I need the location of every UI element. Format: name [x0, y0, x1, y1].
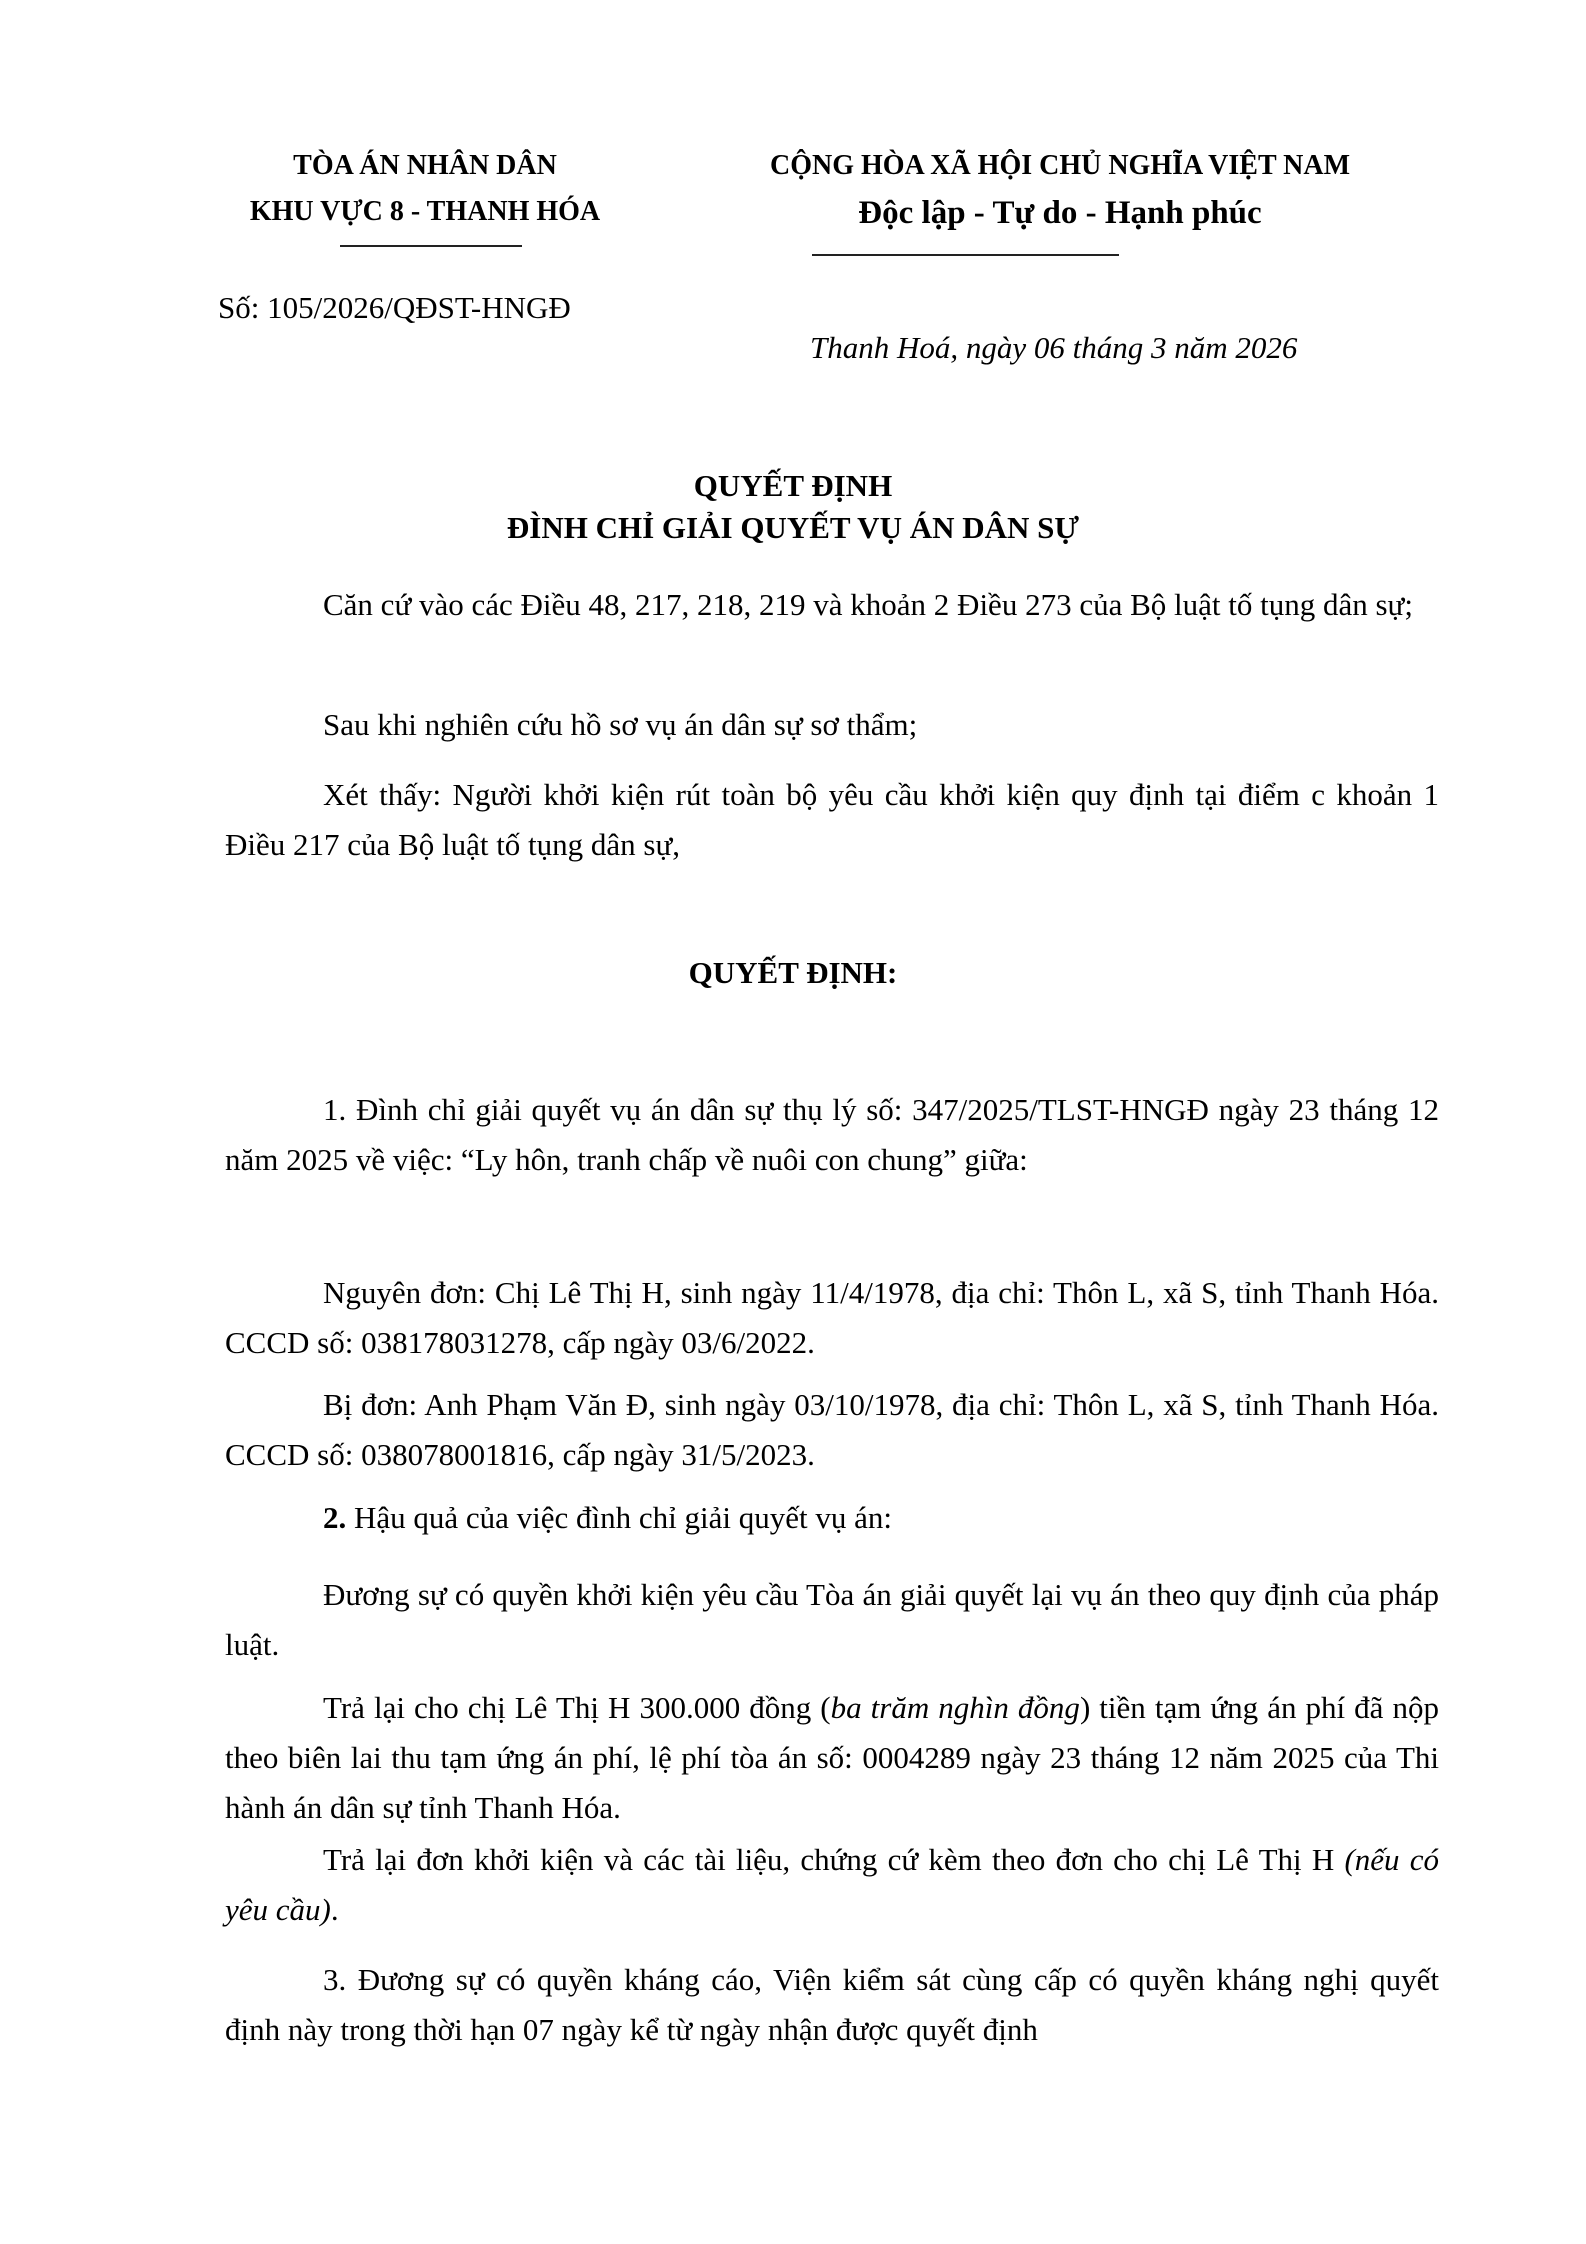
item-2-fee-refund	[225, 1683, 1439, 1833]
item-2-heading: Hậu quả của việc đình chỉ giải quyết vụ án:	[346, 1500, 893, 1535]
fee-refund-text-a: Trả lại cho chị Lê Thị H 300.000 đồng (	[323, 1690, 831, 1725]
decision-item-2	[225, 1493, 1439, 1543]
document-number: Số: 105/2026/QĐST-HNGĐ	[218, 290, 571, 325]
return-documents-condition: (nếu có yêu cầu)	[225, 1842, 1440, 1927]
fee-refund-amount-words: ba trăm nghìn đồng	[830, 1690, 1080, 1725]
item-2-number: 2.	[323, 1500, 347, 1535]
preamble-legal-basis: Căn cứ vào các Điều 48, 217, 218, 219 và khoản 2 Điều 273 của Bộ luật tố tụng dân sự;	[323, 587, 1413, 622]
nation-name: CỘNG HÒA XÃ HỘI CHỦ NGHĨA VIỆT NAM	[769, 150, 1351, 181]
plaintiff-info: Nguyên đơn: Chị Lê Thị H, sinh ngày 11/4/1978, địa chỉ: Thôn L, xã S, tỉnh Thanh Hóa. CCCD số: 038178031278, cấp ngày 03/6/2022.	[225, 1275, 1439, 1360]
court-underline	[340, 245, 522, 247]
decision-item-1: 1. Đình chỉ giải quyết vụ án dân sự thụ lý số: 347/2025/TLST-HNGĐ ngày 23 tháng 12 năm 2025 về việc: “Ly hôn, tranh chấp về nuôi con chung” giữa:	[225, 1092, 1439, 1177]
preamble-finding: Xét thấy: Người khởi kiện rút toàn bộ yêu cầu khởi kiện quy định tại điểm c khoản 1 Điều 217 của Bộ luật tố tụng dân sự,	[225, 777, 1439, 862]
decision-heading: QUYẾT ĐỊNH:	[688, 955, 898, 990]
fee-refund-text-b: ) tiền tạm ứng án phí đã nộp theo biên lai thu tạm ứng án phí, lệ phí tòa án số: 0004289 ngày 23 tháng 12 năm 2025 của Thi hành án dân sự tỉnh Thanh Hóa.	[225, 1690, 1439, 1825]
return-documents-text-b: .	[330, 1892, 339, 1927]
place-date: Thanh Hoá, ngày 06 tháng 3 năm 2026	[810, 330, 1298, 365]
court-name-line2: KHU VỰC 8 - THANH HÓA	[249, 196, 601, 227]
return-documents-text-a: Trả lại đơn khởi kiện và các tài liệu, chứng cứ kèm theo đơn cho chị Lê Thị H	[323, 1842, 1345, 1877]
item-2-return-documents	[225, 1835, 1439, 1935]
document-subtitle: ĐÌNH CHỈ GIẢI QUYẾT VỤ ÁN DÂN SỰ	[506, 510, 1080, 545]
court-name-line1: TÒA ÁN NHÂN DÂN	[293, 150, 557, 181]
decision-item-3: 3. Đương sự có quyền kháng cáo, Viện kiểm sát cùng cấp có quyền kháng nghị quyết định này trong thời hạn 07 ngày kể từ ngày nhận được quyết định	[225, 1962, 1439, 2047]
item-2-right-to-sue: Đương sự có quyền khởi kiện yêu cầu Tòa án giải quyết lại vụ án theo quy định của pháp luật.	[225, 1577, 1439, 1662]
national-motto: Độc lập - Tự do - Hạnh phúc	[858, 195, 1262, 231]
preamble-review: Sau khi nghiên cứu hồ sơ vụ án dân sự sơ thẩm;	[323, 707, 918, 742]
defendant-info: Bị đơn: Anh Phạm Văn Đ, sinh ngày 03/10/1978, địa chỉ: Thôn L, xã S, tỉnh Thanh Hóa. CCCD số: 038078001816, cấp ngày 31/5/2023.	[225, 1387, 1439, 1472]
document-title: QUYẾT ĐỊNH	[693, 468, 893, 503]
motto-underline	[812, 254, 1119, 256]
